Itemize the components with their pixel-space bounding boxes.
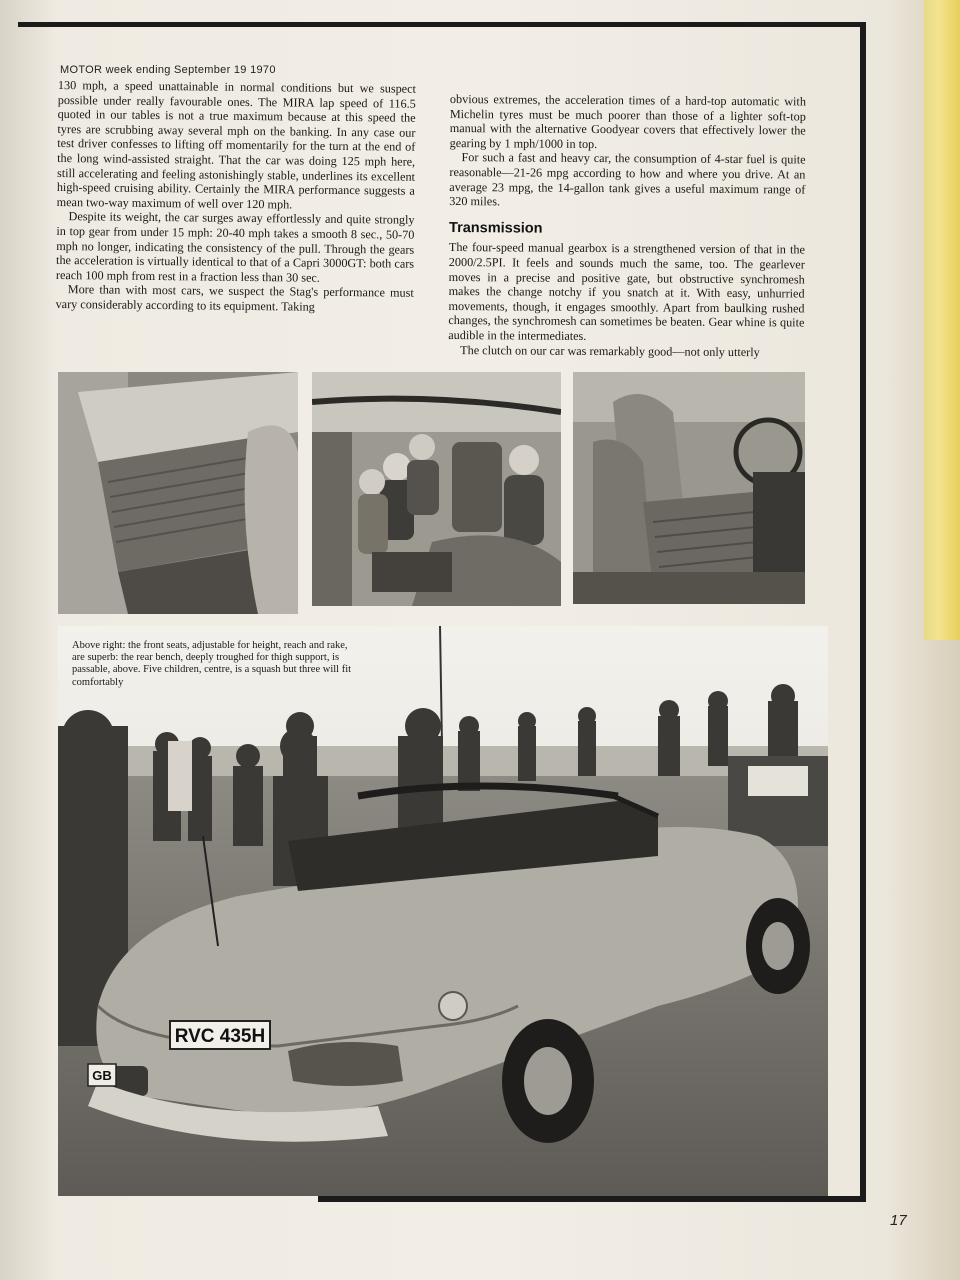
photo-caption: Above right: the front seats, adjustable for height, reach and rake, are superb: the rear bench, deeply troughed for thigh support, is passable, above. Five children, centre, is a squash but three will fit comfortably — [72, 640, 352, 688]
section-heading-transmission: Transmission — [448, 219, 543, 237]
frame-top-rule — [18, 22, 866, 27]
photo-stag-convertible — [58, 626, 828, 1196]
photo-front-seats — [573, 372, 805, 604]
left-paragraph-1: 130 mph, a speed unattainable in normal conditions but we suspect possible under really favourable ones. The MIRA lap speed of 116.5 quoted in our tables is not a true maximum because at this speed the tyres are scrubbing away several mph on the banking. In any case our test driver confesses to lifting off momentarily for the turn at the end of the long wind-assisted straight. That the car was doing 125 mph here, still accelerating and feeling astonishingly stable, underlines its excellent high-speed cruising ability. Certainly the MIRA performance suggests a mean two-way maximum of well over 120 mph. — [56, 78, 416, 212]
adjacent-page-edge — [924, 0, 960, 640]
frame-bottom-rule — [318, 1196, 866, 1202]
right-paragraph-3: The four-speed manual gearbox is a strengthened version of that in the 2000/2.5PI. It feels and sounds much the same, too. The gearlever moves in a precise and positive gate, but obstructive synchromesh makes the change notchy if you snatch at it. With easy, unhurried movements, though, it engages smoothly. Apart from baulking rushed changes, the synchromesh can sometimes be beaten. Gear whine is quite audible in the intermediates. — [448, 240, 805, 343]
page-number: 17 — [890, 1212, 907, 1229]
right-paragraph-4: The clutch on our car was remarkably good—not only utterly — [460, 342, 760, 359]
running-header: MOTOR week ending September 19 1970 — [60, 64, 276, 76]
right-paragraph-1: obvious extremes, the acceleration times of a hard-top automatic with Michelin tyres must be much poorer than those of a lighter soft-top manual with the alternative Goodyear covers that effectively lower the gearing by 1 mph/1000 in top. — [449, 92, 806, 151]
right-text-column — [448, 92, 806, 360]
gb-badge: GB — [92, 1068, 112, 1083]
photo-children-in-car — [312, 372, 561, 606]
left-paragraph-3: More than with most cars, we suspect the Stag's performance must vary considerably according to its equipment. Taking — [55, 282, 414, 314]
right-paragraph-2: For such a fast and heavy car, the consumption of 4-star fuel is quite reasonable—21-26 mpg according to how and where you drive. At an average 23 mpg, the 14-gallon tank gives a useful maximum range of 320 miles. — [449, 150, 806, 209]
frame-right-rule — [860, 22, 866, 1202]
number-plate: RVC 435H — [174, 1026, 266, 1047]
left-paragraph-2: Despite its weight, the car surges away effortlessly and quite strongly in top gear from under 15 mph: 20-40 mph takes a smooth 8 sec., 50-70 mph no longer, indicating the consistency of the pull. Through the gears the acceleration is virtually identical to that of a Capri 3000GT: both cars reach 100 mph from rest in a fraction less than 30 sec. — [55, 209, 415, 285]
photo-rear-bench — [58, 372, 298, 614]
left-text-column — [56, 78, 416, 315]
